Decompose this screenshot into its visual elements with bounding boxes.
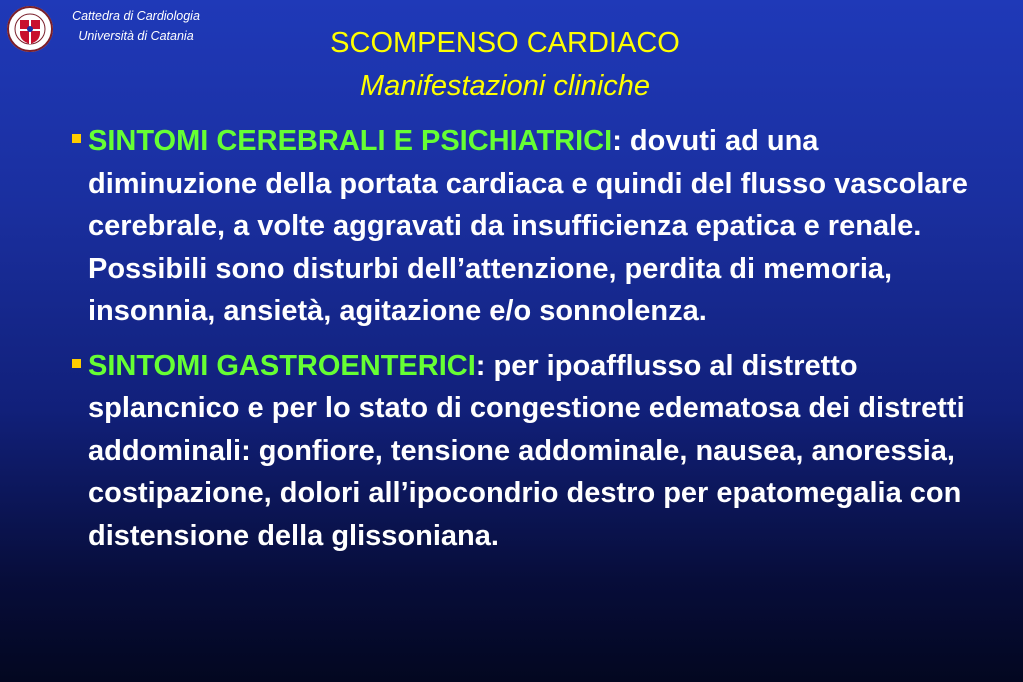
institution-line-1: Cattedra di Cardiologia (72, 9, 200, 23)
square-bullet-icon (72, 359, 81, 368)
bullet-text: dovuti ad una diminuzione della portata cardiaca e quindi del flusso vascolare cerebrale, a volte aggravati da insufficienza epatica e renale. Possibili sono disturbi dell’attenzione, perdita di memoria, insonnia, ansietà, agitazione e/o sonnolenza. (88, 125, 968, 327)
slide-title (0, 22, 1010, 108)
bullet-colon: : (612, 125, 622, 157)
bullet-heading: SINTOMI CEREBRALI E PSICHIATRICI (88, 125, 613, 157)
bullet-heading: SINTOMI GASTROENTERICI (88, 349, 476, 382)
bullet-list (88, 120, 968, 569)
title-subtitle: Manifestazioni cliniche (359, 70, 651, 102)
bullet-colon: : (475, 349, 486, 382)
square-bullet-icon (72, 134, 81, 143)
title-main: SCOMPENSO CARDIACO (330, 27, 680, 59)
bullet-text: per ipoafflusso al distretto splancnico e per lo stato di congestione edematosa dei distretti addominali: gonfiore, tensione addominale, nausea, anoressia, costipazione, dolori all’ipocondrio destro per epatomegalia con distensione della glissoniana. (88, 349, 965, 552)
bullet-item (88, 345, 968, 558)
bullet-item (88, 120, 968, 333)
institution-line-2: Università di Catania (78, 29, 194, 43)
